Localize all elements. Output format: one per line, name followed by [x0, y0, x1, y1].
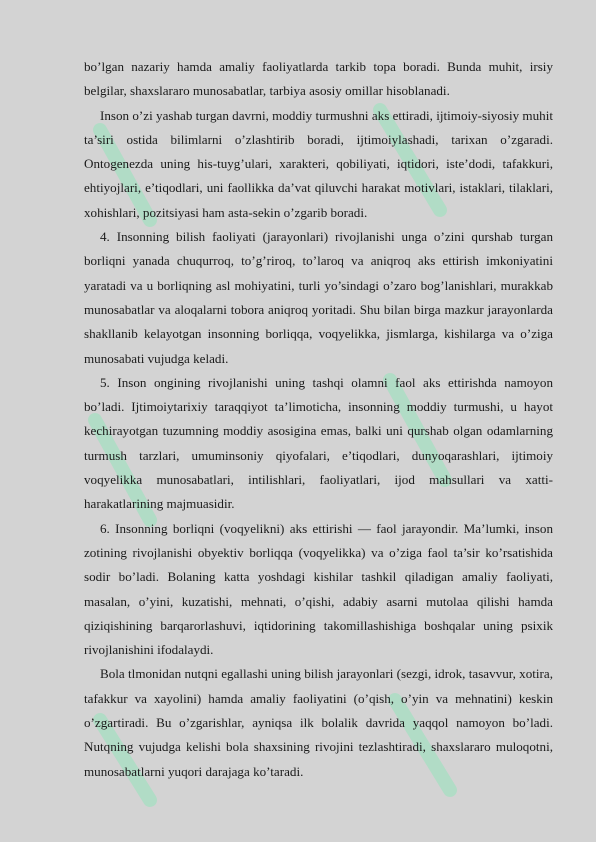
paragraph: bo’lgan nazariy hamda amaliy faoliyatlarda tarkib topa boradi. Bunda muhit, irsiy belgilar, shaxslararo munosabatlar, tarbiya asosiy omillar hisoblanadi. [84, 59, 553, 99]
paragraph-item-6: 6. Insonning borliqni (voqyelikni) aks ettirishi — faol jarayondir. Ma’lumki, inson zotining rivojlanishi obyektiv borliqqa (voqyelikka) va o’ziga faol ta’sir ko’rsatishida sodir bo’ladi. Bolaning katta yoshdagi kishilar tashkil qiladigan amaliy faoliyati, masalan, o’yini, kuzatishi, mehnati, o’qishi, adabiy asarni mutolaa qilishi hamda qiziqishining barqarorlashuvi, iqtidorining takomillashishiga boshqalar uning psixik rivojlanishini ifodalaydi. [84, 520, 553, 658]
body-text [84, 55, 553, 784]
paragraph: Inson o’zi yashab turgan davrni, moddiy turmushni aks ettiradi, ijtimoiy-siyosiy muhit ta’siri ostida bilimlarni o’zlashtirib boradi, ijtimoiylashadi, tarixan o’zgaradi. Ontogenezda uning his-tuyg’ulari, xarakteri, qobiliyati, iqtidori, iste’dodi, tafakkuri, ehtiyojlari, e’tiqodlari, uni faollikka da’vat qiluvchi harakat motivlari, istaklari, tilaklari, xohishlari, pozitsiyasi ham asta-sekin o’zgarib boradi. [84, 107, 553, 220]
paragraph-item-5: 5. Inson ongining rivojlanishi uning tashqi olamni faol aks ettirishda namoyon bo’ladi. Ijtimoiytarixiy taraqqiyot ta’limoticha, insonning moddiy turmushi, u hayot kechirayotgan tuzumning moddiy asosigina emas, balki uni qurshab olgan odamlarning turmush tarzlari, umuminsoniy qiyofalari, e’tiqodlari, dunyoqarashlari, ijtimoiy voqyelikka munosabatlari, intilishlari, faoliyatlari, ijod mahsullari va xatti-harakatlarining majmuasidir. [84, 374, 553, 512]
paragraph-item-4: 4. Insonning bilish faoliyati (jarayonlari) rivojlanishi unga o’zini qurshab turgan borliqni yanada chuqurroq, to’g’riroq, to’laroq va aniqroq aks ettirish imkoniyatini yaratadi va u borliqning asl mohiyatini, turli yo’sindagi o’zaro bog’lanishlari, murakkab munosabatlar va aloqalarni tobora aniqroq yoritadi. Shu bilan birga mazkur jarayonlarda shakllanib kelayotgan insonning borliqqa, voqyelikka, jismlarga, kishilarga va o’ziga munosabati vujudga keladi. [84, 229, 553, 366]
paragraph: Bola tlmonidan nutqni egallashi uning bilish jarayonlari (sezgi, idrok, tasavvur, xotira, tafakkur va xayolini) hamda amaliy faoliyatini (o’qish, o’yin va mehnatini) keskin o’zgartiradi. Bu o’zgarishlar, ayniqsa ilk bolalik davrida yaqqol namoyon bo’ladi. Nutqning vujudga kelishi bola shaxsining rivojini tezlashtiradi, shaxslararo muloqotni, munosabatlarni yuqori darajaga ko’taradi. [84, 666, 553, 779]
